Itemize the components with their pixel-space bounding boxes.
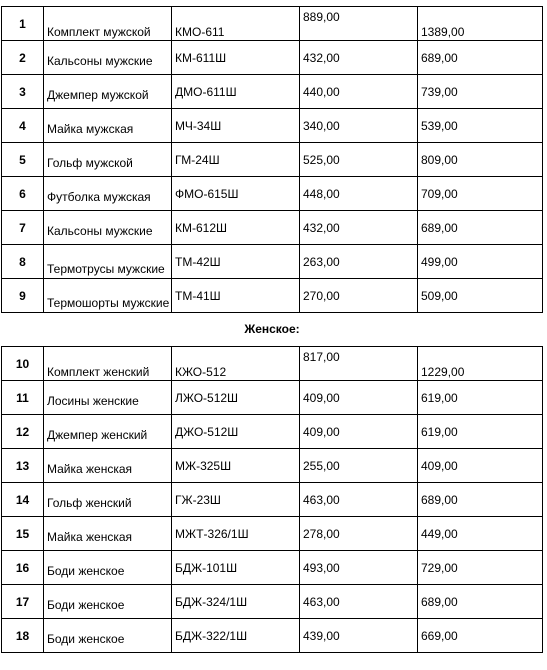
retail-price: 1229,00: [418, 347, 543, 381]
table-row: [2, 75, 543, 109]
wholesale-price: 409,00: [300, 381, 418, 415]
row-number: 11: [2, 381, 44, 415]
retail-price: 709,00: [418, 177, 543, 211]
article-code: ЛЖО-512Ш: [172, 381, 300, 415]
retail-price: 1389,00: [418, 7, 543, 41]
product-name: Майка мужская: [44, 109, 172, 143]
wholesale-price: 432,00: [300, 211, 418, 245]
product-name: Боди женское: [44, 551, 172, 585]
table-row: [2, 449, 543, 483]
retail-price: 509,00: [418, 279, 543, 313]
table-row: [2, 143, 543, 177]
article-code: МЖТ-326/1Ш: [172, 517, 300, 551]
article-code: БДЖ-324/1Ш: [172, 585, 300, 619]
product-name: Майка женская: [44, 517, 172, 551]
product-name: Гольф мужской: [44, 143, 172, 177]
row-number: 18: [2, 619, 44, 653]
row-number: 13: [2, 449, 44, 483]
article-code: ФМО-615Ш: [172, 177, 300, 211]
wholesale-price: 439,00: [300, 619, 418, 653]
wholesale-price: 463,00: [300, 483, 418, 517]
wholesale-price: 255,00: [300, 449, 418, 483]
article-code: ДМО-611Ш: [172, 75, 300, 109]
product-name: Гольф женский: [44, 483, 172, 517]
article-code: КМ-611Ш: [172, 41, 300, 75]
article-code: КМО-611: [172, 7, 300, 41]
wholesale-price: 278,00: [300, 517, 418, 551]
wholesale-price: 817,00: [300, 347, 418, 381]
table-row: [2, 381, 543, 415]
table-row: [2, 177, 543, 211]
row-number: 4: [2, 109, 44, 143]
wholesale-price: 525,00: [300, 143, 418, 177]
product-name: Комплект мужской: [44, 7, 172, 41]
retail-price: 619,00: [418, 381, 543, 415]
product-name: Майка женская: [44, 449, 172, 483]
row-number: 9: [2, 279, 44, 313]
article-code: ГЖ-23Ш: [172, 483, 300, 517]
row-number: 1: [2, 7, 44, 41]
product-name: Футболка мужская: [44, 177, 172, 211]
women-section: [2, 347, 543, 653]
row-number: 14: [2, 483, 44, 517]
article-code: БДЖ-101Ш: [172, 551, 300, 585]
wholesale-price: 463,00: [300, 585, 418, 619]
price-table: [1, 6, 543, 653]
table-row: [2, 517, 543, 551]
table-row: [2, 415, 543, 449]
row-number: 5: [2, 143, 44, 177]
wholesale-price: 270,00: [300, 279, 418, 313]
row-number: 17: [2, 585, 44, 619]
product-name: Боди женское: [44, 585, 172, 619]
women-section-header: [2, 313, 543, 347]
wholesale-price: 493,00: [300, 551, 418, 585]
row-number: 8: [2, 245, 44, 279]
table-row: [2, 211, 543, 245]
article-code: ГМ-24Ш: [172, 143, 300, 177]
table-row: [2, 551, 543, 585]
table-row: [2, 347, 543, 381]
retail-price: 409,00: [418, 449, 543, 483]
retail-price: 739,00: [418, 75, 543, 109]
table-row: [2, 7, 543, 41]
retail-price: 689,00: [418, 211, 543, 245]
table-row: [2, 279, 543, 313]
retail-price: 689,00: [418, 41, 543, 75]
retail-price: 689,00: [418, 585, 543, 619]
row-number: 3: [2, 75, 44, 109]
wholesale-price: 340,00: [300, 109, 418, 143]
row-number: 6: [2, 177, 44, 211]
row-number: 10: [2, 347, 44, 381]
wholesale-price: 432,00: [300, 41, 418, 75]
table-row: [2, 585, 543, 619]
product-name: Кальсоны мужские: [44, 211, 172, 245]
retail-price: 539,00: [418, 109, 543, 143]
row-number: 15: [2, 517, 44, 551]
product-name: Термотрусы мужские: [44, 245, 172, 279]
retail-price: 619,00: [418, 415, 543, 449]
men-section: [2, 7, 543, 313]
table-row: [2, 41, 543, 75]
product-name: Боди женское: [44, 619, 172, 653]
article-code: КМ-612Ш: [172, 211, 300, 245]
retail-price: 449,00: [418, 517, 543, 551]
wholesale-price: 440,00: [300, 75, 418, 109]
row-number: 12: [2, 415, 44, 449]
table-row: [2, 109, 543, 143]
retail-price: 809,00: [418, 143, 543, 177]
product-name: Лосины женские: [44, 381, 172, 415]
article-code: ТМ-42Ш: [172, 245, 300, 279]
wholesale-price: 263,00: [300, 245, 418, 279]
article-code: БДЖ-322/1Ш: [172, 619, 300, 653]
product-name: Комплект женский: [44, 347, 172, 381]
article-code: ДЖО-512Ш: [172, 415, 300, 449]
retail-price: 729,00: [418, 551, 543, 585]
article-code: МЧ-34Ш: [172, 109, 300, 143]
article-code: КЖО-512: [172, 347, 300, 381]
table-row: [2, 483, 543, 517]
article-code: ТМ-41Ш: [172, 279, 300, 313]
wholesale-price: 448,00: [300, 177, 418, 211]
table-row: [2, 619, 543, 653]
wholesale-price: 409,00: [300, 415, 418, 449]
retail-price: 499,00: [418, 245, 543, 279]
retail-price: 669,00: [418, 619, 543, 653]
section-title: Женское:: [2, 313, 543, 347]
product-name: Кальсоны мужские: [44, 41, 172, 75]
product-name: Джемпер мужской: [44, 75, 172, 109]
row-number: 2: [2, 41, 44, 75]
product-name: Термошорты мужские: [44, 279, 172, 313]
article-code: МЖ-325Ш: [172, 449, 300, 483]
table-row: [2, 245, 543, 279]
row-number: 7: [2, 211, 44, 245]
section-row: [2, 313, 543, 347]
product-name: Джемпер женский: [44, 415, 172, 449]
row-number: 16: [2, 551, 44, 585]
retail-price: 689,00: [418, 483, 543, 517]
wholesale-price: 889,00: [300, 7, 418, 41]
